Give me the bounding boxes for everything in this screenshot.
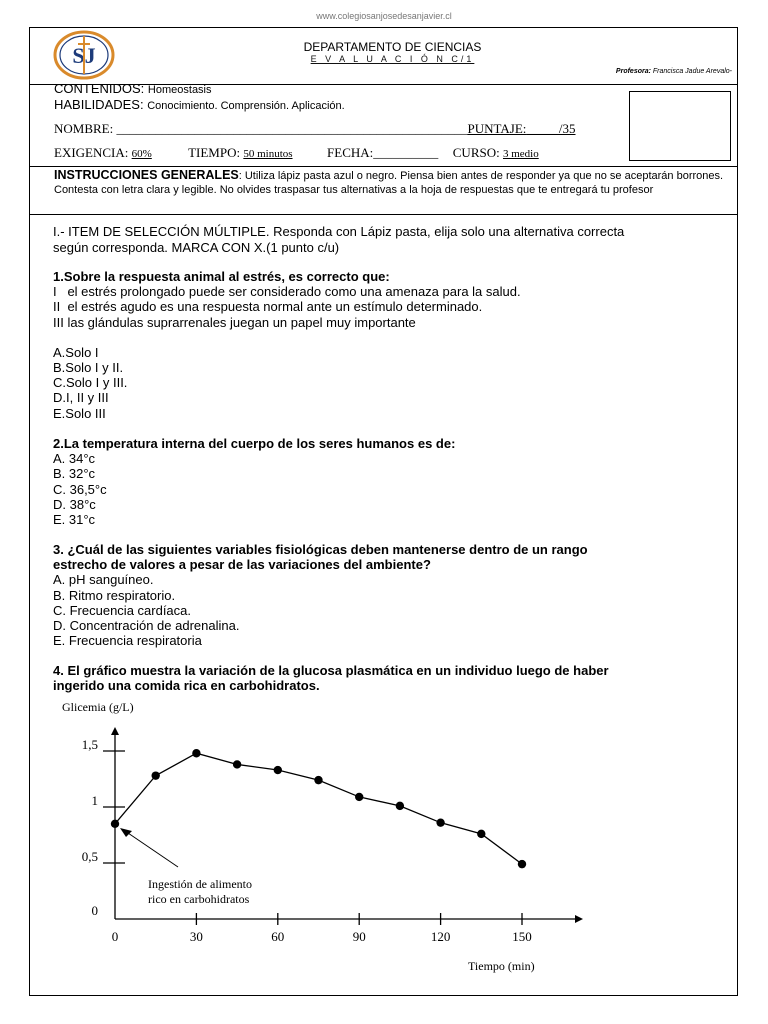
data-point: [518, 860, 526, 868]
q3-option[interactable]: A. pH sanguíneo.: [53, 572, 154, 588]
question-4: 4. El gráfico muestra la variación de la glucosa plasmática en un individuo luego de haber ingerido una comida rica en carbohidratos.: [53, 663, 609, 694]
data-point: [274, 766, 282, 774]
q2-option[interactable]: C. 36,5°c: [53, 481, 107, 497]
q2-option[interactable]: D. 38°c: [53, 496, 96, 512]
y-axis-arrowhead: [111, 727, 119, 735]
info-divider: [29, 166, 738, 167]
question-3: 3. ¿Cuál de las siguientes variables fisiológicas deben mantenerse dentro de un rango estrecho de valores a pesar de las variaciones del ambiente? A. pH sanguíneo. B. Ritmo respiratorio. C. Frecuencia cardíaca. D. Concentración de adrenalina. E. Frecuencia respiratoria: [53, 542, 743, 648]
x-axis-arrowhead: [575, 915, 583, 923]
fecha-field[interactable]: __________: [373, 145, 439, 160]
y-tick-label: 1,5: [81, 737, 98, 752]
x-tick-label: 30: [189, 929, 203, 944]
data-point: [233, 760, 241, 768]
data-point: [355, 793, 363, 801]
evaluation-title: E V A L U A C I Ó N C/1: [310, 54, 475, 64]
question-1: 1.Sobre la respuesta animal al estrés, es correcto que: I el estrés prolongado puede ser considerado como una amenaza para la salud. II el estrés agudo es una respuesta normal ante un estímulo determinado. III las glándulas suprarrenales juegan un papel muy importante A.Solo I B.Solo I y II. C.Solo I y III. D.I, II y III E.Solo III: [53, 269, 743, 421]
q1-option[interactable]: A.Solo I: [53, 344, 99, 360]
nombre-field[interactable]: NOMBRE: ______________________________________________________: [54, 121, 468, 136]
annotation-line1: Ingestión de alimento: [148, 877, 252, 891]
q2-option[interactable]: B. 32°c: [53, 466, 96, 482]
data-point: [314, 776, 322, 784]
data-point: [152, 771, 160, 779]
q3-option[interactable]: C. Frecuencia cardíaca.: [53, 602, 192, 618]
habilidades-row: HABILIDADES: Conocimiento. Comprensión. Aplicación.: [54, 97, 345, 112]
y-tick-label: 1: [91, 793, 98, 808]
exigencia-row: EXIGENCIA: 60% TIEMPO: 50 minutos FECHA:__________ CURSO: 3 medio: [54, 145, 539, 160]
source-url[interactable]: www.colegiosanjosedesanjavier.cl: [316, 11, 452, 21]
puntaje-field[interactable]: _____/35: [526, 121, 576, 136]
data-point: [477, 830, 485, 838]
q3-option[interactable]: D. Concentración de adrenalina.: [53, 618, 240, 634]
annotation-line2: rico en carbohidratos: [148, 892, 250, 906]
glucose-chart: [40, 695, 600, 985]
nombre-row: NOMBRE: ______________________________________________________PUNTAJE:_____/35: [54, 121, 576, 136]
school-logo: [53, 30, 115, 80]
q2-option[interactable]: E. 31°c: [53, 512, 96, 528]
logo-text: SJ: [72, 43, 96, 68]
data-point: [192, 749, 200, 757]
q3-option[interactable]: E. Frecuencia respiratoria: [53, 633, 202, 649]
data-point: [111, 820, 119, 828]
section-intro: I.- ITEM DE SELECCIÓN MÚLTIPLE. Responda con Lápiz pasta, elija solo una alternativa correcta según corresponda. MARCA CON X.(1 punto c/u): [53, 224, 625, 255]
y-tick-label: 0,5: [81, 849, 98, 864]
x-tick-label: 60: [271, 929, 285, 944]
x-tick-label: 120: [430, 929, 451, 944]
q3-option[interactable]: B. Ritmo respiratorio.: [53, 587, 176, 603]
teacher: Profesora: Francisca Jadue Arevalo-: [615, 68, 732, 75]
y-tick-label: 0: [91, 903, 98, 918]
q1-option[interactable]: E.Solo III: [53, 405, 106, 421]
score-box[interactable]: [629, 91, 731, 161]
contenidos-row: CONTENIDOS: Homeostasis: [54, 81, 212, 96]
instructions-divider: [29, 214, 738, 215]
instructions: INSTRUCCIONES GENERALES: Utiliza lápiz pasta azul o negro. Piensa bien antes de responder ya que no se aceptarán borrones. Contesta con letra clara y legible. No olvides traspasar tus alternativas a la hoja de respuestas que te entregará tu profesor: [54, 168, 724, 196]
annotation-arrow: [120, 828, 178, 867]
x-tick-label: 90: [352, 929, 366, 944]
question-2: 2.La temperatura interna del cuerpo de los seres humanos es de: A. 34°c B. 32°c C. 36,5°c D. 38°c E. 31°c: [53, 436, 743, 527]
y-axis-label: Glicemia (g/L): [62, 700, 134, 714]
glucose-line: [115, 753, 522, 864]
x-tick-label: 150: [512, 929, 532, 944]
q1-option[interactable]: B.Solo I y II.: [53, 360, 124, 376]
q2-option[interactable]: A. 34°c: [53, 451, 96, 467]
x-tick-label: 0: [111, 929, 119, 944]
data-point: [396, 802, 404, 810]
department-title: DEPARTAMENTO DE CIENCIAS: [303, 40, 482, 54]
q1-option[interactable]: D.I, II y III: [53, 390, 109, 406]
data-point: [436, 818, 444, 826]
x-axis-label: Tiempo (min): [468, 959, 535, 973]
q1-option[interactable]: C.Solo I y III.: [53, 375, 128, 391]
